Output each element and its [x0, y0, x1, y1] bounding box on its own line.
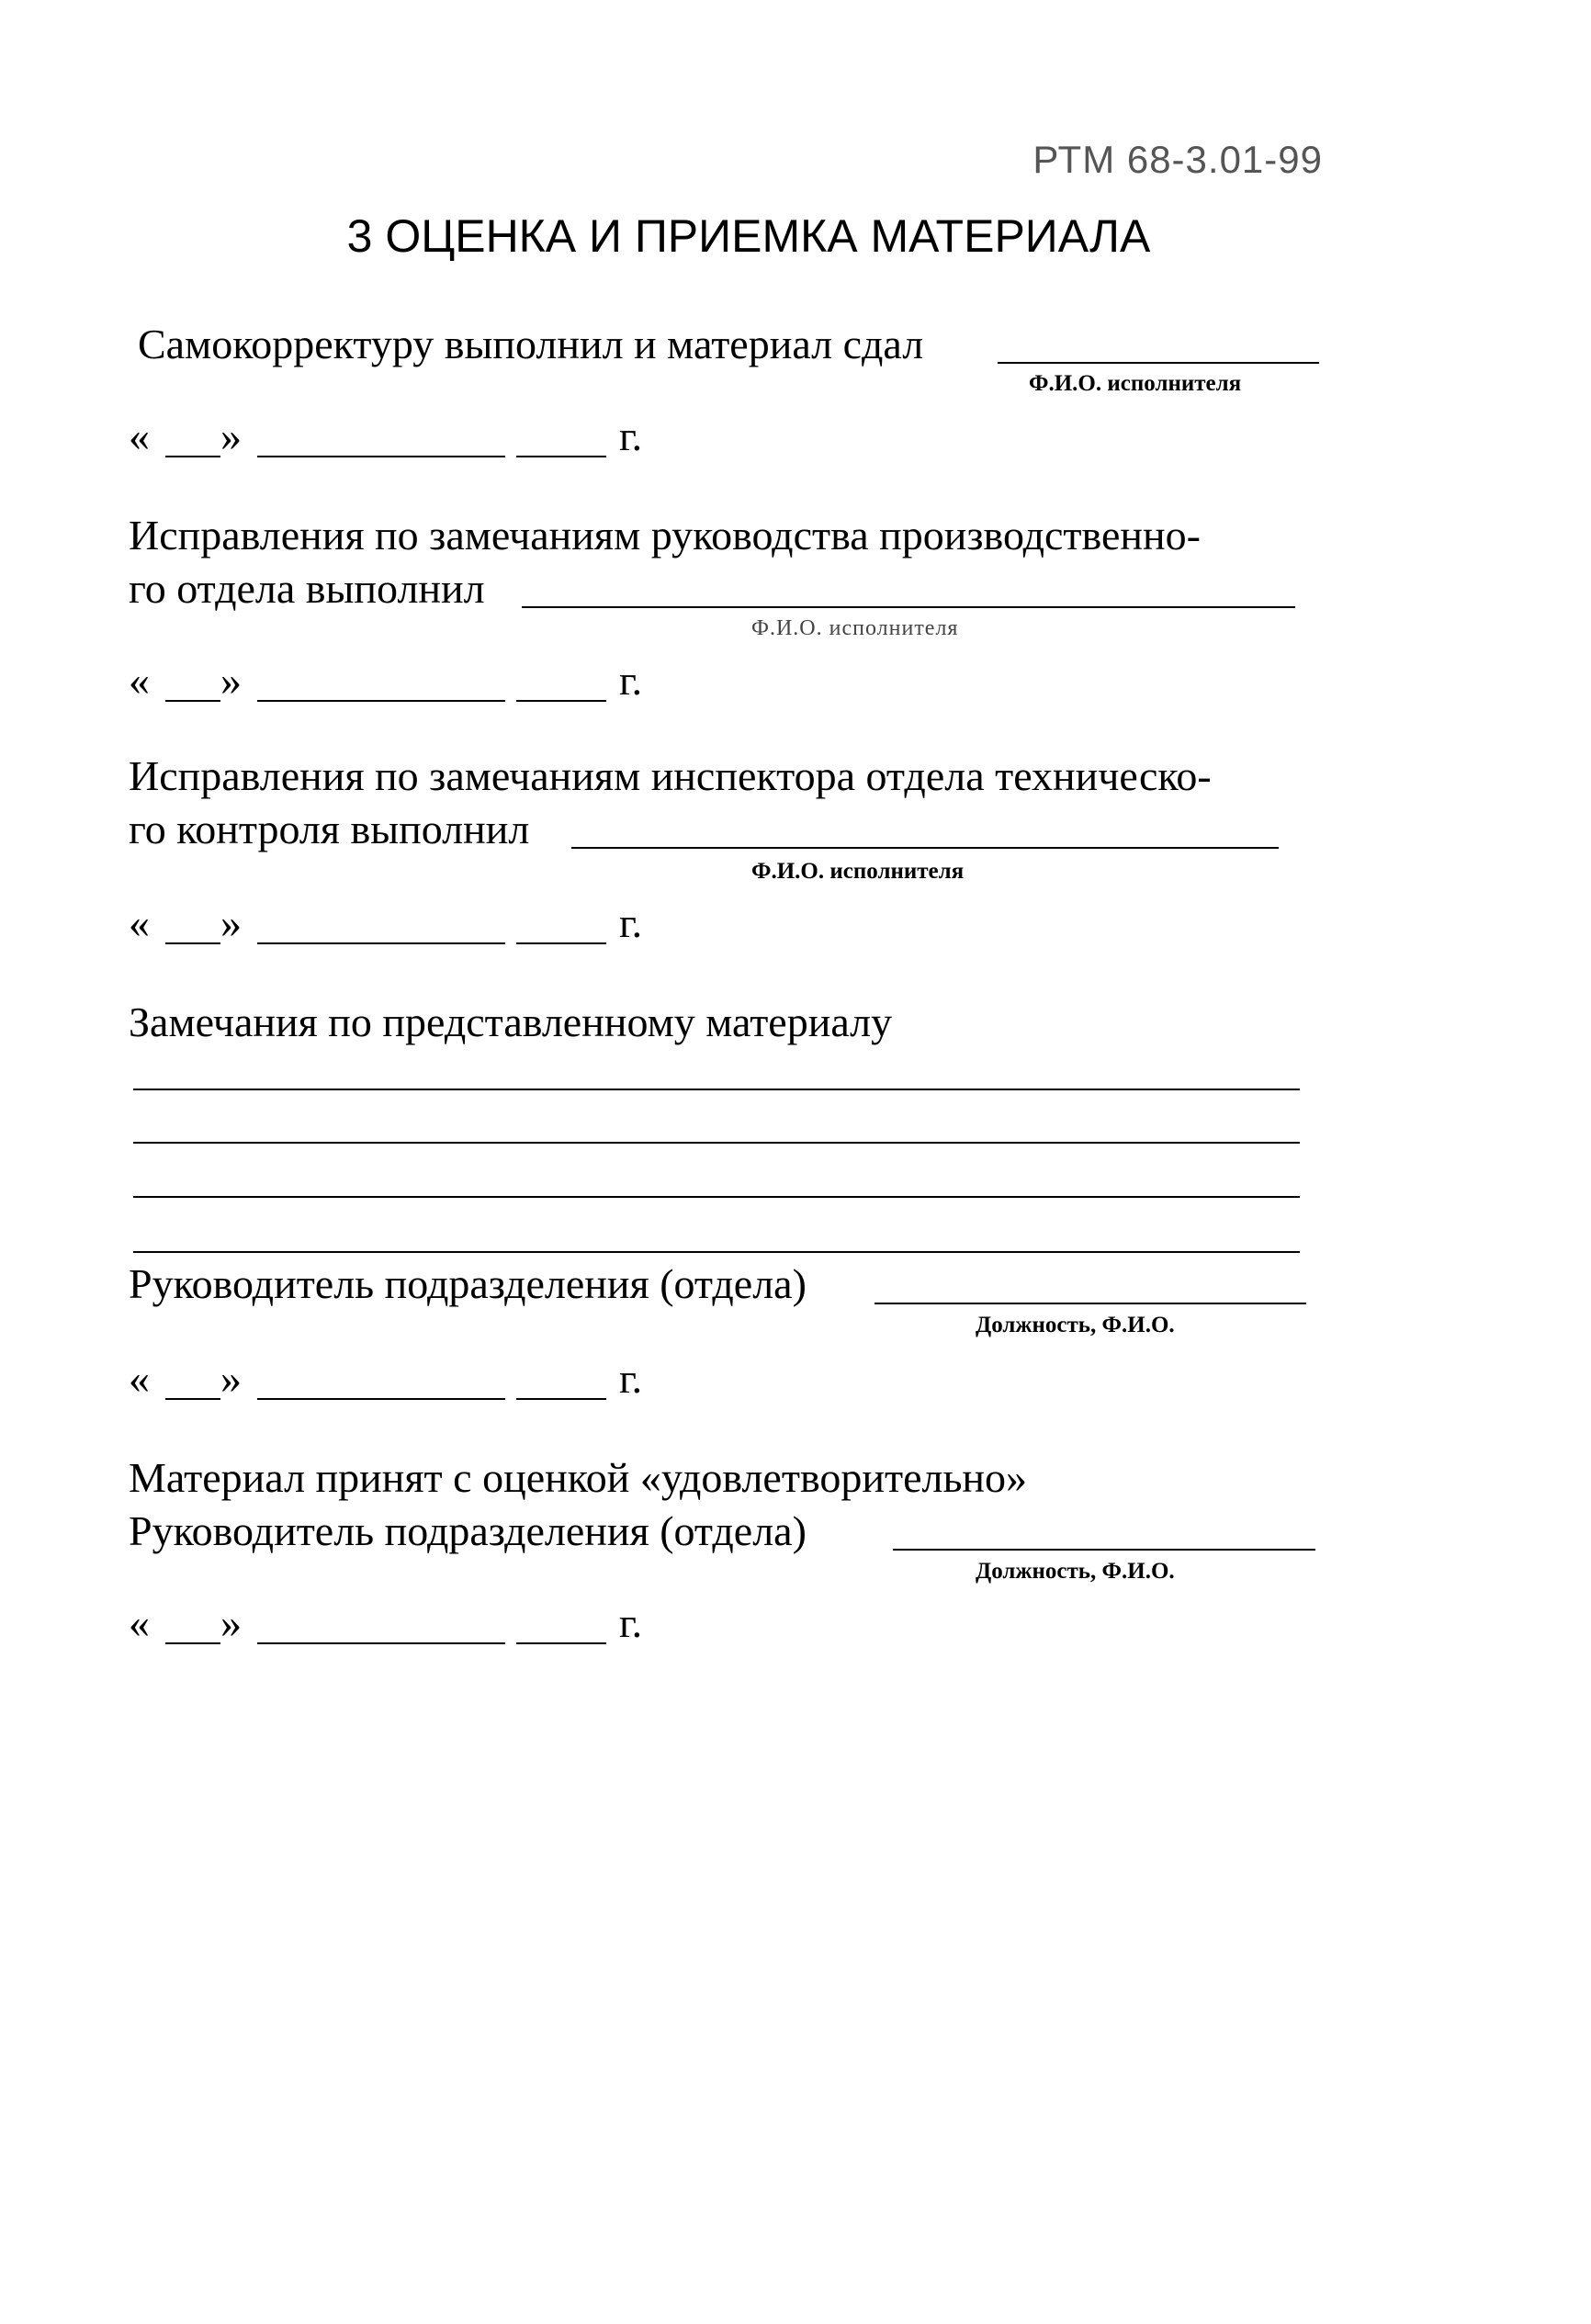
day-field[interactable]	[165, 1398, 220, 1400]
year-field[interactable]	[516, 456, 606, 457]
date-row-5	[129, 1599, 680, 1648]
year-field[interactable]	[516, 1642, 606, 1644]
acceptance-caption: Должность, Ф.И.О.	[976, 1559, 1175, 1584]
inspector-fix-caption: Ф.И.О. исполнителя	[751, 859, 965, 884]
self-correction-caption: Ф.И.О. исполнителя	[1029, 371, 1242, 396]
department-head-label: Руководитель подразделения (отдела)	[129, 1260, 807, 1307]
year-suffix: г.	[619, 657, 643, 704]
year-field[interactable]	[516, 1398, 606, 1400]
year-suffix: г.	[619, 1599, 643, 1646]
close-quote: »	[220, 899, 242, 946]
self-correction-label: Самокорректуру выполнил и материал сдал	[138, 321, 924, 367]
production-fix-label-line1: Исправления по замечаниям руководства производственно-	[129, 512, 1201, 558]
department-head-caption: Должность, Ф.И.О.	[976, 1313, 1175, 1337]
date-row-1	[129, 412, 680, 461]
remarks-line-4[interactable]	[133, 1251, 1300, 1253]
acceptance-signature-line[interactable]	[893, 1549, 1315, 1551]
month-field[interactable]	[257, 700, 505, 702]
date-row-4	[129, 1355, 680, 1404]
date-row-2	[129, 657, 680, 705]
day-field[interactable]	[165, 942, 220, 944]
close-quote: »	[220, 1355, 242, 1402]
day-field[interactable]	[165, 700, 220, 702]
document-code: РТМ 68-3.01-99	[1032, 138, 1323, 181]
date-row-3	[129, 899, 680, 948]
open-quote: «	[129, 1599, 150, 1646]
inspector-fix-label-line1: Исправления по замечаниям инспектора отдела техническо-	[129, 752, 1212, 799]
inspector-fix-signature-line[interactable]	[571, 847, 1279, 849]
close-quote: »	[220, 657, 242, 704]
day-field[interactable]	[165, 456, 220, 457]
remarks-line-2[interactable]	[133, 1142, 1300, 1144]
department-head-signature-line[interactable]	[874, 1303, 1306, 1304]
self-correction-signature-line[interactable]	[998, 362, 1319, 364]
open-quote: «	[129, 899, 150, 946]
day-field[interactable]	[165, 1642, 220, 1644]
year-suffix: г.	[619, 412, 643, 459]
month-field[interactable]	[257, 942, 505, 944]
page-title: 3 ОЦЕНКА И ПРИЕМКА МАТЕРИАЛА	[346, 210, 1151, 262]
month-field[interactable]	[257, 1398, 505, 1400]
open-quote: «	[129, 412, 150, 459]
remarks-line-3[interactable]	[133, 1196, 1300, 1198]
year-suffix: г.	[619, 1355, 643, 1402]
inspector-fix-label-line2: го контроля выполнил	[129, 806, 530, 852]
close-quote: »	[220, 412, 242, 459]
open-quote: «	[129, 1355, 150, 1402]
remarks-line-1[interactable]	[133, 1089, 1300, 1090]
acceptance-head-label: Руководитель подразделения (отдела)	[129, 1507, 807, 1554]
open-quote: «	[129, 657, 150, 704]
year-field[interactable]	[516, 942, 606, 944]
production-fix-label-line2: го отдела выполнил	[129, 565, 485, 612]
acceptance-label: Материал принят с оценкой «удовлетворительно»	[129, 1454, 1028, 1501]
month-field[interactable]	[257, 1642, 505, 1644]
remarks-label: Замечания по представленному материалу	[129, 998, 893, 1045]
month-field[interactable]	[257, 456, 505, 457]
year-suffix: г.	[619, 899, 643, 946]
close-quote: »	[220, 1599, 242, 1646]
production-fix-signature-line[interactable]	[522, 606, 1295, 608]
year-field[interactable]	[516, 700, 606, 702]
production-fix-caption: Ф.И.О. исполнителя	[751, 616, 959, 640]
